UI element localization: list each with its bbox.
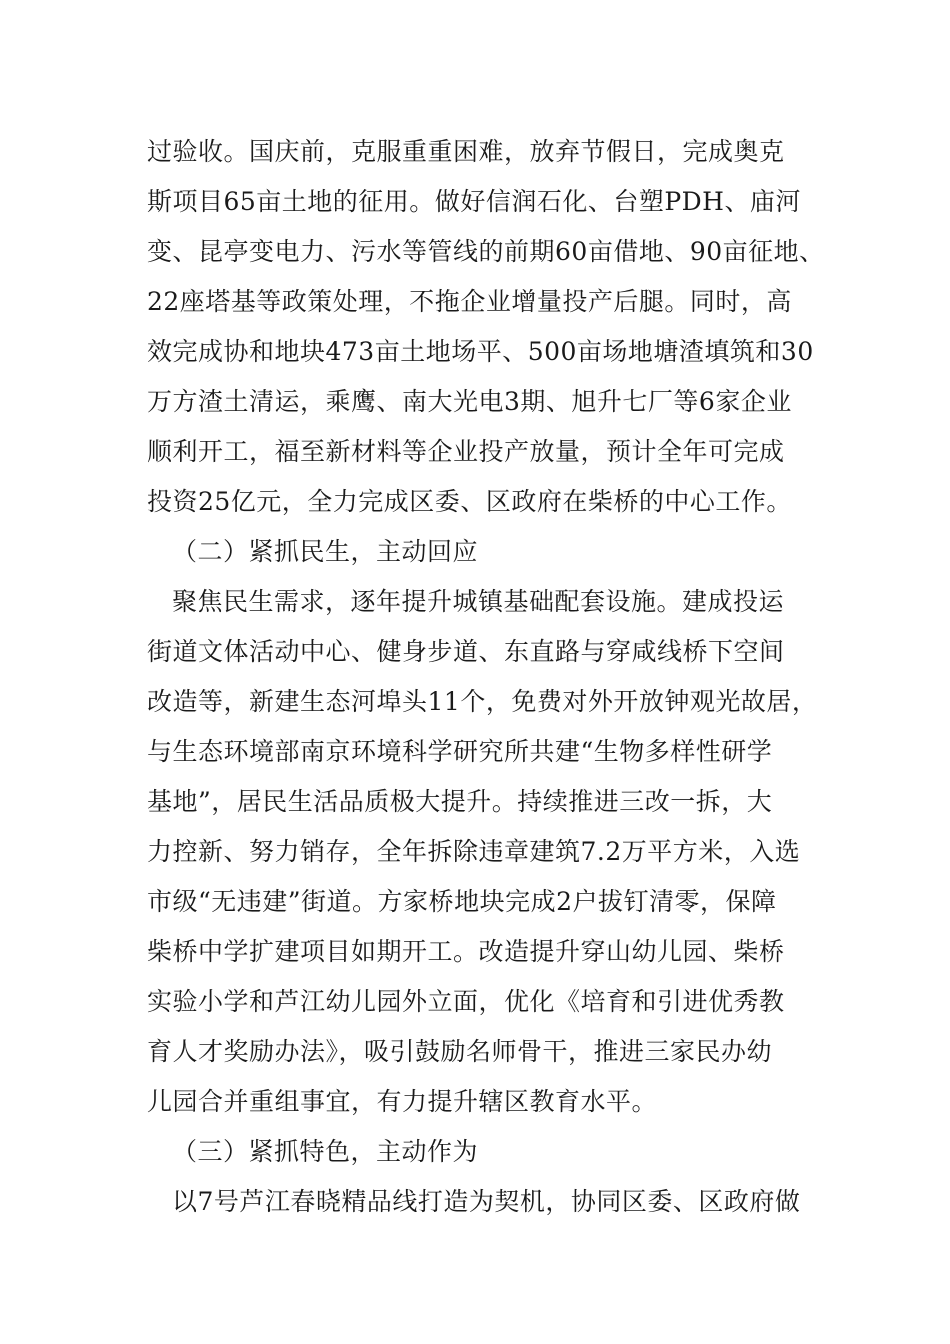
- paragraph-line-4: 22座塔基等政策处理，不拖企业增量投产后腿。同时，高: [147, 287, 792, 316]
- paragraph-line-5: 效完成协和地块473亩土地场平、500亩场地塘渣填筑和30: [147, 337, 814, 366]
- paragraph-line-12: 改造等，新建生态河埠头11个，免费对外开放钟观光故居，: [147, 687, 818, 716]
- paragraph-line-15: 力控新、努力销存，全年拆除违章建筑7.2万平方米，入选: [147, 837, 801, 866]
- paragraph-line-16: 市级“无违建”街道。方家桥地块完成2户拔钉清零，保障: [147, 887, 777, 916]
- section-heading-2: （二）紧抓民生，主动回应: [172, 537, 479, 566]
- paragraph-line-20: 儿园合并重组事宜，有力提升辖区教育水平。: [147, 1087, 658, 1116]
- paragraph-line-3: 变、昆亭变电力、污水等管线的前期60亩借地、90亩征地、: [147, 237, 825, 266]
- paragraph-line-14: 基地”，居民生活品质极大提升。持续推进三改一拆，大: [147, 787, 773, 816]
- paragraph-line-1: 过验收。国庆前，克服重重困难，放弃节假日，完成奥克: [147, 137, 785, 166]
- paragraph-line-2: 斯项目65亩土地的征用。做好信润石化、台塑PDH、庙河: [147, 187, 801, 216]
- paragraph-line-17: 柴桥中学扩建项目如期开工。改造提升穿山幼儿园、柴桥: [147, 937, 785, 966]
- paragraph-line-6: 万方渣土清运，乘鹰、南大光电3期、旭升七厂等6家企业: [147, 387, 792, 416]
- paragraph-line-11: 街道文体活动中心、健身步道、东直路与穿咸线桥下空间: [147, 637, 785, 666]
- paragraph-line-22: 以7号芦江春晓精品线打造为契机，协同区委、区政府做: [172, 1187, 801, 1216]
- paragraph-line-10: 聚焦民生需求，逐年提升城镇基础配套设施。建成投运: [172, 587, 785, 616]
- paragraph-line-13: 与生态环境部南京环境科学研究所共建“生物多样性研学: [147, 737, 773, 766]
- section-heading-3: （三）紧抓特色，主动作为: [172, 1137, 479, 1166]
- paragraph-line-19: 育人才奖励办法》，吸引鼓励名师骨干，推进三家民办幼: [147, 1037, 773, 1066]
- paragraph-line-18: 实验小学和芦江幼儿园外立面，优化《培育和引进优秀教: [147, 987, 785, 1016]
- paragraph-line-7: 顺利开工，福至新材料等企业投产放量，预计全年可完成: [147, 437, 785, 466]
- paragraph-line-8: 投资25亿元，全力完成区委、区政府在柴桥的中心工作。: [147, 487, 792, 516]
